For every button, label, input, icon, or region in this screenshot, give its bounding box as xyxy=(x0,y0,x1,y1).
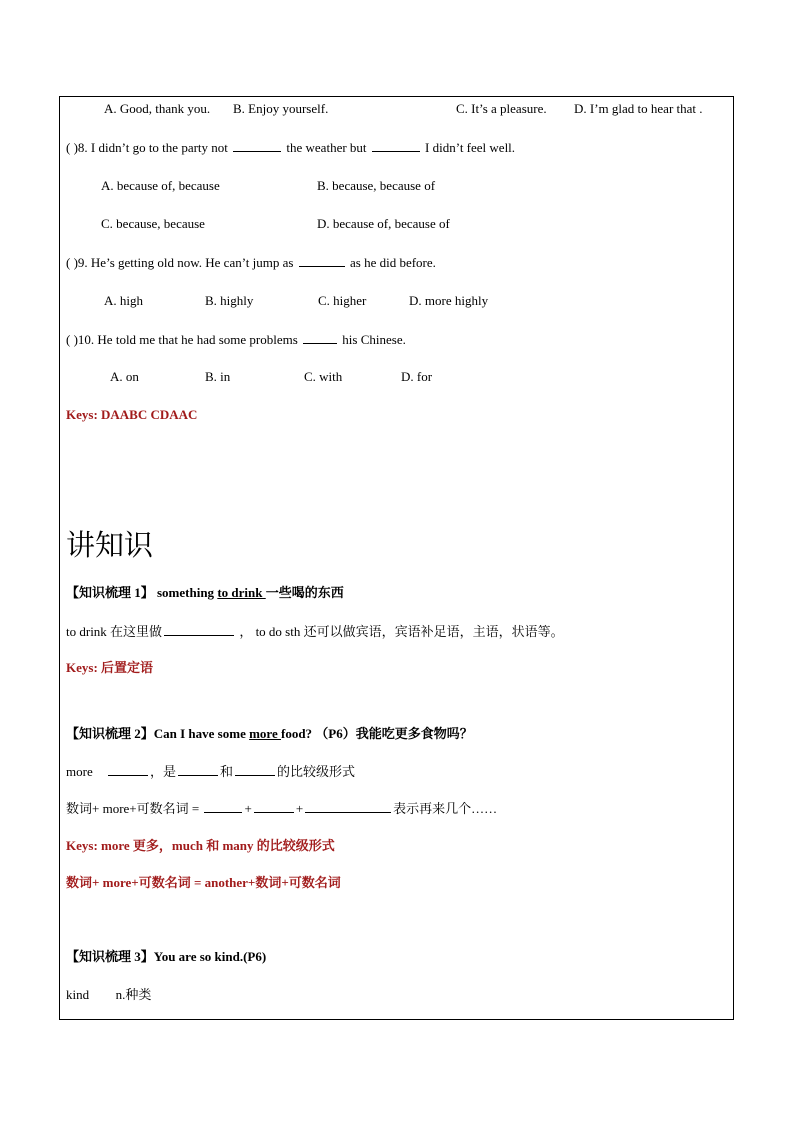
q7-option-d: D. I’m glad to hear that . xyxy=(574,101,703,116)
answer-blank[interactable] xyxy=(204,799,242,813)
knowledge-point-2-line-2 xyxy=(66,799,497,818)
q10-option-c: C. with xyxy=(304,369,343,384)
q8-option-d: D. because of, because of xyxy=(317,216,450,231)
q7-option-b: B. Enjoy yourself. xyxy=(233,101,329,116)
q8-stem-3: I didn’t feel well. xyxy=(425,140,516,155)
q10-option-d: D. for xyxy=(401,369,433,384)
answer-blank[interactable] xyxy=(164,622,234,636)
answer-blank[interactable] xyxy=(233,138,281,152)
q10-option-a: A. on xyxy=(110,369,139,384)
point1-line-text-2: ， to do sth 还可以做宾语，宾语补足语，主语，状语等。 xyxy=(239,624,564,639)
q8-stem-2: the weather but xyxy=(286,140,367,155)
q9-option-c: C. higher xyxy=(318,293,367,308)
knowledge-point-1-title xyxy=(66,584,344,602)
knowledge-point-3-title: 【知识梳理 3】You are so kind.(P6) xyxy=(66,949,267,964)
answer-paren: ( ) xyxy=(66,140,78,155)
point2-text: 的比较级形式 xyxy=(277,764,356,779)
point1-title-underlined: to drink xyxy=(217,585,266,600)
q7-option-c: C. It’s a pleasure. xyxy=(456,101,547,116)
q8-option-a: A. because of, because xyxy=(101,178,220,193)
point2-text: more xyxy=(66,764,93,779)
point1-keys: Keys: 后置定语 xyxy=(66,660,154,675)
answer-blank[interactable] xyxy=(303,330,337,344)
point3-word: kind xyxy=(66,987,90,1002)
q9-stem-2: as he did before. xyxy=(349,255,436,270)
point1-title-suffix: 一些喝的东西 xyxy=(265,585,344,600)
point2-text: 表示再来几个…… xyxy=(393,801,498,816)
answer-blank[interactable] xyxy=(254,799,294,813)
knowledge-point-2-title xyxy=(66,725,473,743)
point1-line-text: to drink 在这里做 xyxy=(66,624,163,639)
point3-definition: n.种类 xyxy=(115,987,152,1002)
point2-text: 数词+ more+可数名词 = xyxy=(66,801,200,816)
point2-text: + xyxy=(295,801,304,816)
knowledge-point-3-line xyxy=(66,986,151,1004)
q8-option-b: B. because, because of xyxy=(317,178,436,193)
q9-option-a: A. high xyxy=(104,293,143,308)
question-8 xyxy=(66,138,515,157)
knowledge-point-2-line-1 xyxy=(66,762,355,781)
answer-blank[interactable] xyxy=(108,762,148,776)
answer-blank[interactable] xyxy=(235,762,275,776)
answer-keys: Keys: DAABC CDAAC xyxy=(66,407,198,422)
answer-paren: ( ) xyxy=(66,255,78,270)
q9-option-d: D. more highly xyxy=(409,293,489,308)
point2-text: 和 xyxy=(219,764,233,779)
question-9 xyxy=(66,253,436,272)
q7-option-a: A. Good, thank you. xyxy=(104,101,211,116)
q8-stem-1: 8. I didn’t go to the party not xyxy=(77,140,228,155)
answer-paren: ( ) xyxy=(66,332,78,347)
q8-option-c: C. because, because xyxy=(101,216,205,231)
question-10 xyxy=(66,330,406,349)
q10-stem-2: his Chinese. xyxy=(342,332,406,347)
q10-stem-1: 10. He told me that he had some problems xyxy=(77,332,298,347)
point2-title-suffix: food? （P6）我能吃更多食物吗？ xyxy=(280,726,473,741)
point1-title-prefix: 【知识梳理 1】 something xyxy=(66,585,218,600)
answer-blank[interactable] xyxy=(372,138,420,152)
knowledge-point-1-line xyxy=(66,622,564,641)
point2-title-prefix: 【知识梳理 2】Can I have some xyxy=(66,726,250,741)
q9-stem-1: 9. He’s getting old now. He can’t jump as xyxy=(77,255,294,270)
point2-text: + xyxy=(244,801,252,816)
answer-blank[interactable] xyxy=(178,762,218,776)
point2-keys-1: Keys: more 更多，much 和 many 的比较级形式 xyxy=(66,838,335,853)
q9-option-b: B. highly xyxy=(205,293,254,308)
q10-option-b: B. in xyxy=(205,369,231,384)
answer-blank[interactable] xyxy=(305,799,391,813)
point2-keys-2: 数词+ more+可数名词 = another+数词+可数名词 xyxy=(66,875,341,890)
point2-title-underlined: more xyxy=(249,726,281,741)
section-heading: 讲知识 xyxy=(66,528,154,562)
answer-blank[interactable] xyxy=(299,253,345,267)
point2-text: ，是 xyxy=(149,764,176,779)
